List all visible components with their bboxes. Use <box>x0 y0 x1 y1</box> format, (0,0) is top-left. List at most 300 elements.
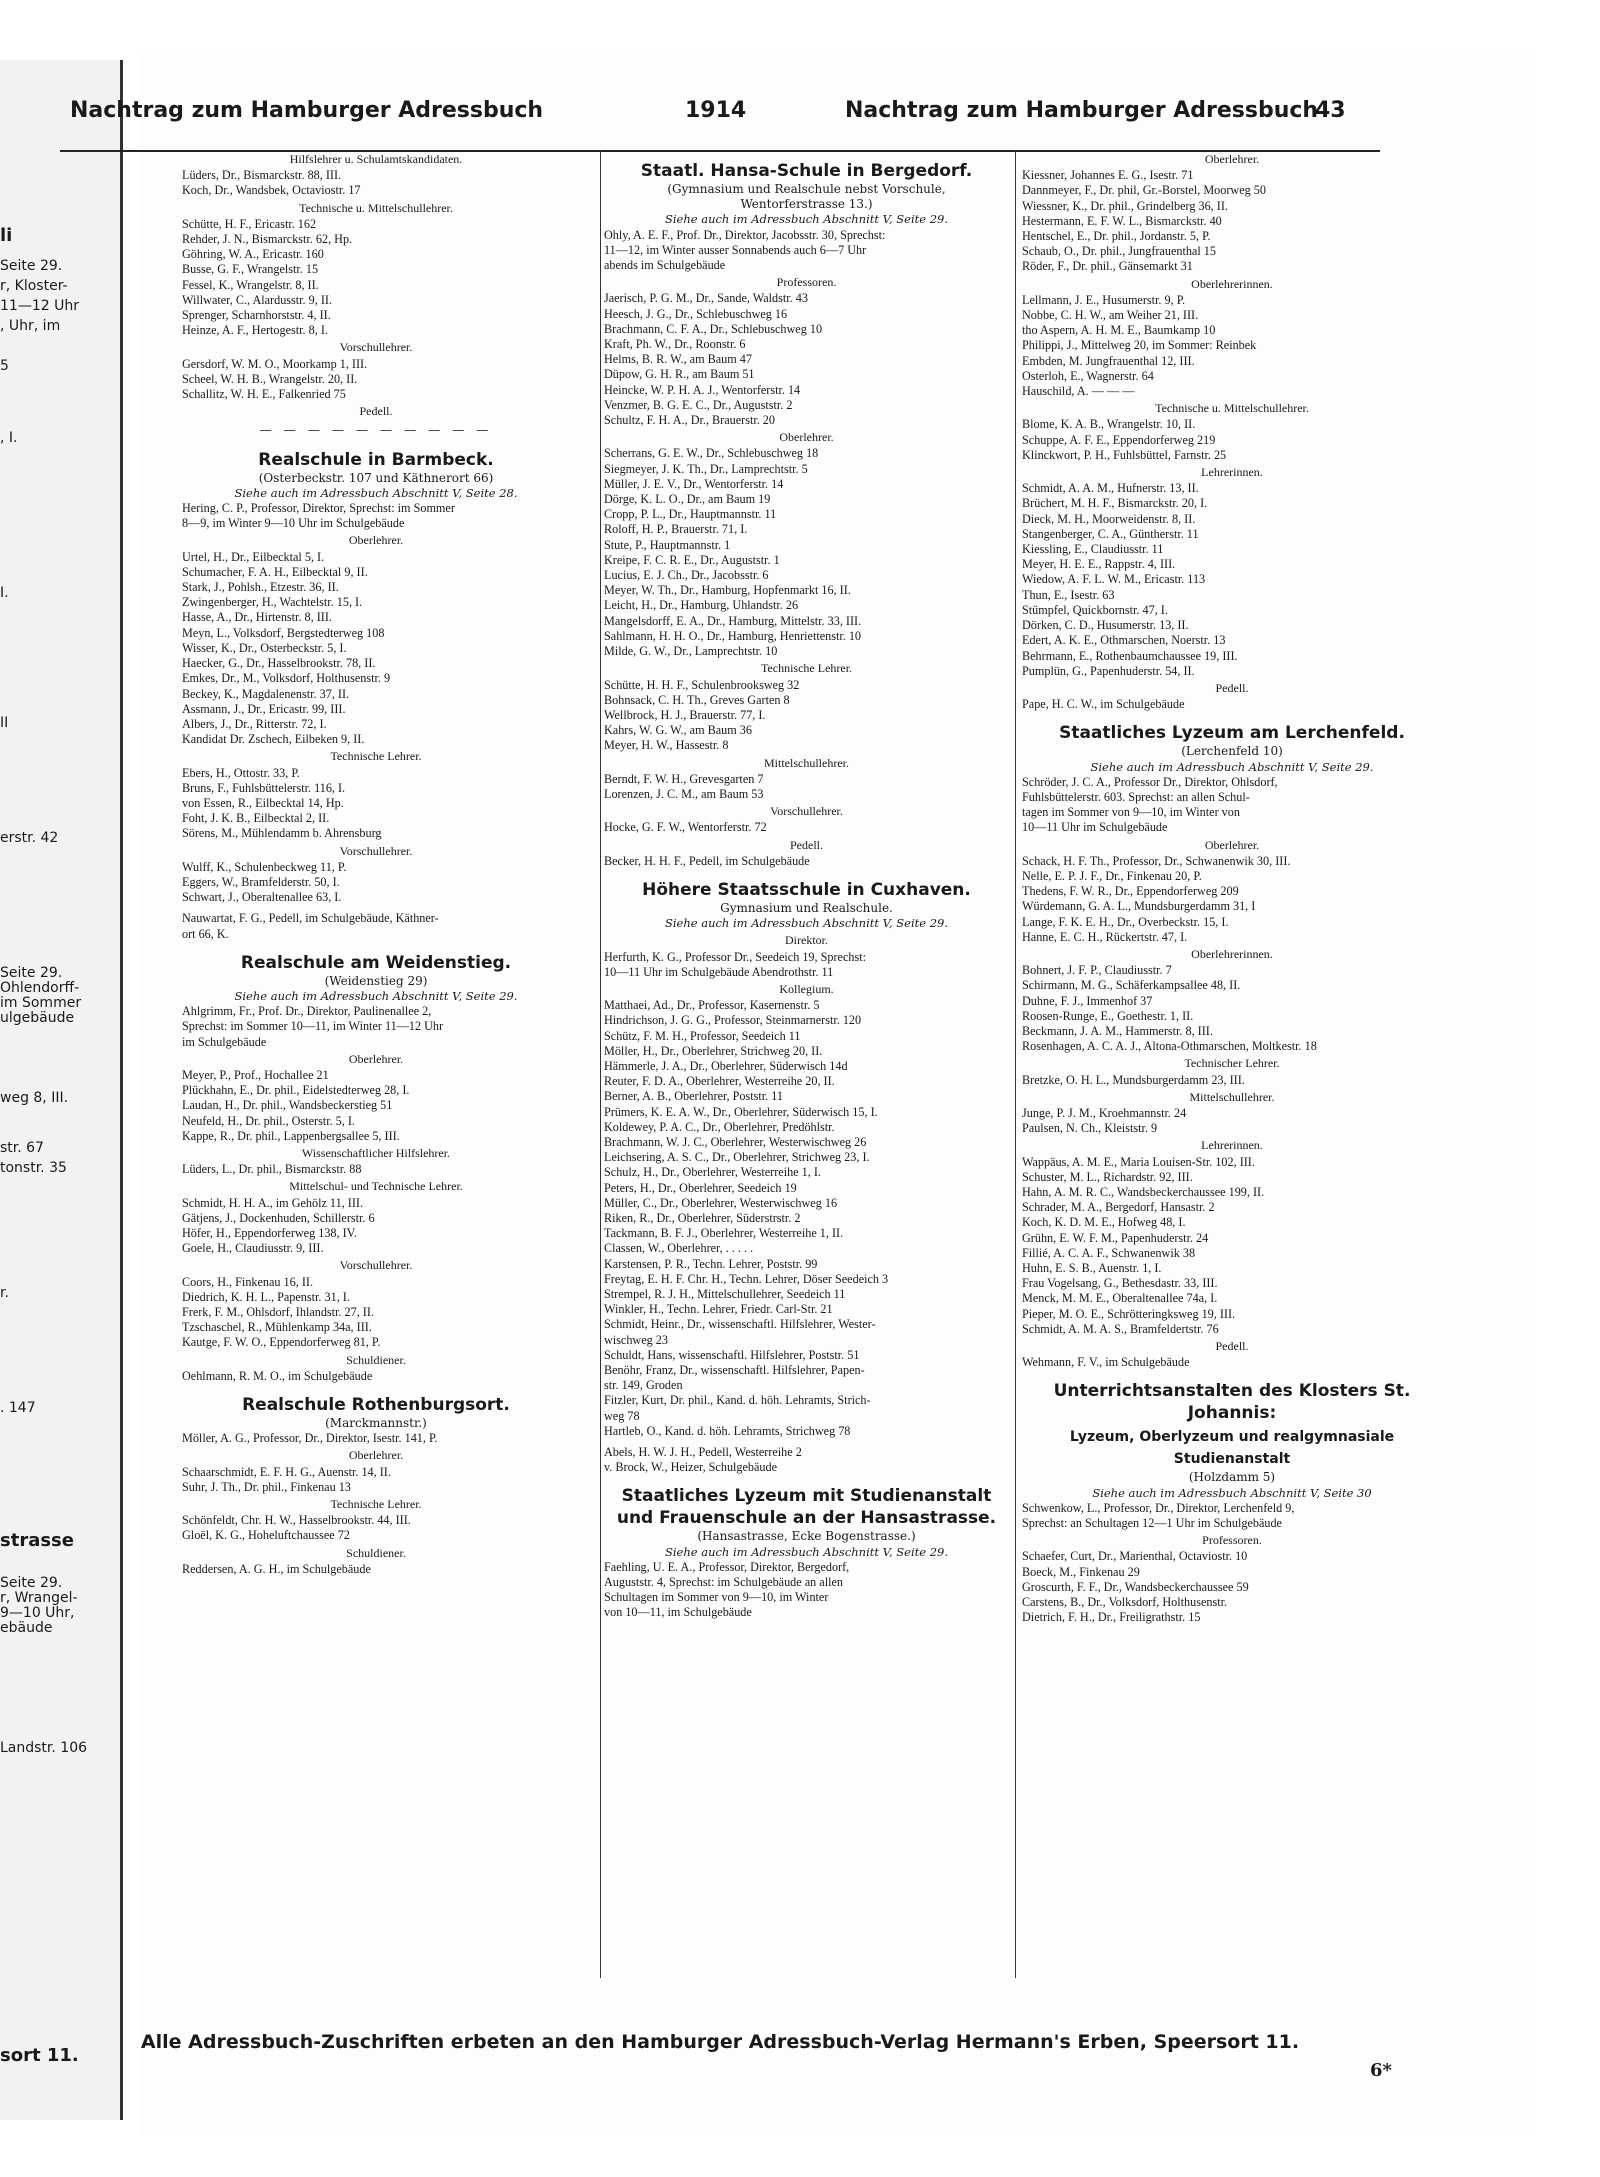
school-address: Wentorferstrasse 13.) <box>740 197 873 212</box>
cross-reference-note: Siehe auch im Adressbuch Abschnitt V, Seite 29. <box>1090 759 1374 774</box>
cross-reference-note: Siehe auch im Adressbuch Abschnitt V, Seite 30 <box>1092 1485 1372 1500</box>
directory-entry: Röder, F., Dr. phil., Gänsemarkt 31 <box>1022 259 1193 274</box>
previous-page-text: , Uhr, im <box>0 318 61 334</box>
directory-entry: Frau Vogelsang, G., Bethesdastr. 33, III. <box>1022 1276 1218 1291</box>
directory-entry: Meyer, P., Prof., Hochallee 21 <box>182 1067 329 1082</box>
section-subheading: Vorschullehrer. <box>339 340 413 355</box>
school-address: (Marckmannstr.) <box>325 1416 427 1431</box>
previous-page-text: Seite 29. <box>0 258 63 274</box>
directory-entry: Fuhlsbüttelerstr. 603. Sprechst: an allen Schul- <box>1022 789 1250 804</box>
directory-entry: Behrmann, E., Rothenbaumchaussee 19, III. <box>1022 648 1238 663</box>
previous-page-text: , I. <box>0 430 18 446</box>
directory-entry: Dietrich, F. H., Dr., Freiligrathstr. 15 <box>1022 1610 1201 1625</box>
cross-reference-note: Siehe auch im Adressbuch Abschnitt V, Seite 29. <box>664 212 948 227</box>
column-left <box>182 150 570 1577</box>
directory-entry: Menck, M. M. E., Oberaltenallee 74a, I. <box>1022 1291 1218 1306</box>
previous-page-text: I. <box>0 585 9 601</box>
previous-page-text: 5 <box>0 358 9 374</box>
directory-entry: Freytag, E. H. F. Chr. H., Techn. Lehrer, Döser Seedeich 3 <box>604 1271 889 1286</box>
directory-entry: Möller, H., Dr., Oberlehrer, Strichweg 20, II. <box>604 1043 823 1058</box>
directory-entry: Wulff, K., Schulenbeckweg 11, P. <box>182 859 347 874</box>
directory-entry: Düpow, G. H. R., am Baum 51 <box>604 367 755 382</box>
directory-entry: tho Aspern, A. H. M. E., Baumkamp 10 <box>1022 323 1216 338</box>
directory-entry: Hestermann, E. F. W. L., Bismarckstr. 40 <box>1022 213 1222 228</box>
cross-reference-note: Siehe auch im Adressbuch Abschnitt V, Seite 29. <box>664 1544 948 1559</box>
directory-entry: Schultz, F. H. A., Dr., Brauerstr. 20 <box>604 413 775 428</box>
directory-entry: Thun, E., Isestr. 63 <box>1022 587 1115 602</box>
school-address: Gymnasium und Realschule. <box>720 900 893 915</box>
directory-entry: Boeck, M., Finkenau 29 <box>1022 1564 1140 1579</box>
section-subheading: Direktor. <box>785 933 828 948</box>
directory-entry: Peters, H., Dr., Oberlehrer, Seedeich 19 <box>604 1180 797 1195</box>
section-subheading: Oberlehrer. <box>348 533 404 548</box>
directory-entry: Hasse, A., Dr., Hirtenstr. 8, III. <box>182 610 332 625</box>
directory-entry: Milde, G. W., Dr., Lamprechtstr. 10 <box>604 644 778 659</box>
directory-entry: Schönfeldt, Chr. H. W., Hasselbrookstr. 44, III. <box>182 1513 411 1528</box>
directory-entry: Kandidat Dr. Zschech, Eilbeken 9, II. <box>182 732 365 747</box>
page-number: 43 <box>1315 98 1346 123</box>
directory-entry: Auguststr. 4, Sprechst: im Schulgebäude an allen <box>604 1575 843 1590</box>
directory-entry: Schaefer, Curt, Dr., Marienthal, Octaviostr. 10 <box>1022 1549 1248 1564</box>
directory-entry: Kraft, Ph. W., Dr., Roonstr. 6 <box>604 337 746 352</box>
directory-entry: Frerk, F. M., Ohlsdorf, Ihlandstr. 27, II. <box>182 1305 374 1320</box>
directory-entry: von 10—11, im Schulgebäude <box>604 1605 752 1620</box>
directory-entry: Huhn, E. S. B., Auenstr. 1, I. <box>1022 1261 1162 1276</box>
column-divider <box>1015 150 1016 1978</box>
directory-entry: Hocke, G. F. W., Wentorferstr. 72 <box>604 820 767 835</box>
directory-entry: str. 149, Groden <box>604 1378 683 1393</box>
directory-entry: Schultagen im Sommer von 9—10, im Winter <box>604 1590 829 1605</box>
directory-entry: Koch, Dr., Wandsbek, Octaviostr. 17 <box>182 183 361 198</box>
directory-entry: Reuter, F. D. A., Oberlehrer, Westerreihe 20, II. <box>604 1074 835 1089</box>
directory-entry: Schmidt, A. A. M., Hufnerstr. 13, II. <box>1022 481 1199 496</box>
previous-page-text: im Sommer <box>0 995 82 1011</box>
directory-entry: Wiedow, A. F. L. W. M., Ericastr. 113 <box>1022 572 1206 587</box>
directory-entry: Lucius, E. J. Ch., Dr., Jacobsstr. 6 <box>604 568 769 583</box>
section-subheading: Oberlehrer. <box>1204 837 1260 852</box>
directory-entry: Urtel, H., Dr., Eilbecktal 5, I. <box>182 549 325 564</box>
previous-page-text: strasse <box>0 1530 74 1551</box>
directory-entry: Heesch, J. G., Dr., Schlebuschweg 16 <box>604 306 788 321</box>
section-subheading: Lehrerinnen. <box>1201 1138 1263 1153</box>
directory-entry: Rehder, J. N., Bismarckstr. 62, Hp. <box>182 232 353 247</box>
directory-entry: Blome, K. A. B., Wrangelstr. 10, II. <box>1022 417 1196 432</box>
directory-entry: Karstensen, P. R., Techn. Lehrer, Poststr. 99 <box>604 1256 818 1271</box>
directory-entry: Kahrs, W. G. W., am Baum 36 <box>604 723 752 738</box>
directory-entry: Schröder, J. C. A., Professor Dr., Direktor, Ohlsdorf, <box>1022 774 1278 789</box>
directory-entry: Stangenberger, C. A., Güntherstr. 11 <box>1022 526 1199 541</box>
directory-entry: Hindrichson, J. G. G., Professor, Steinmarnerstr. 120 <box>604 1013 862 1028</box>
directory-entry: Kappe, R., Dr. phil., Lappenbergsallee 5, III. <box>182 1128 400 1143</box>
directory-entry: Berner, A. B., Oberlehrer, Poststr. 11 <box>604 1089 783 1104</box>
section-subheading: Oberlehrer. <box>348 1448 404 1463</box>
directory-entry: Eggers, W., Bramfelderstr. 50, I. <box>182 874 340 889</box>
previous-page-text: ebäude <box>0 1620 53 1636</box>
previous-page-text: sort 11. <box>0 2045 79 2066</box>
directory-entry: Assmann, J., Dr., Ericastr. 99, III. <box>182 701 346 716</box>
directory-entry: Diedrich, K. H. L., Papenstr. 31, I. <box>182 1289 350 1304</box>
section-subheading: Oberlehrer. <box>779 430 834 445</box>
directory-entry: Benöhr, Franz, Dr., wissenschaftl. Hilfslehrer, Papen- <box>604 1363 865 1378</box>
directory-entry: Becker, H. H. F., Pedell, im Schulgebäude <box>604 853 810 868</box>
directory-entry: Strempel, R. J. H., Mittelschullehrer, Seedeich 11 <box>604 1287 846 1302</box>
directory-entry: Ebers, H., Ottostr. 33, P. <box>182 765 300 780</box>
directory-entry: Helms, B. R. W., am Baum 47 <box>604 352 752 367</box>
signature-mark: 6* <box>1370 2060 1392 2081</box>
directory-entry: Schack, H. F. Th., Professor, Dr., Schwanenwik 30, III. <box>1022 853 1291 868</box>
header-year: 1914 <box>685 98 747 123</box>
previous-page-text: li <box>0 225 13 246</box>
directory-entry: Müller, C., Dr., Oberlehrer, Westerwischweg 16 <box>604 1195 838 1210</box>
previous-page-text: Seite 29. <box>0 1575 63 1591</box>
directory-entry: Sörens, M., Mühlendamm b. Ahrensburg <box>182 826 382 841</box>
directory-entry: Hartleb, O., Kand. d. höh. Lehramts, Strichweg 78 <box>604 1423 851 1438</box>
directory-entry: Pape, H. C. W., im Schulgebäude <box>1022 697 1185 712</box>
directory-entry: Beckey, K., Magdalenenstr. 37, II. <box>182 686 350 701</box>
directory-entry: Meyer, H. E. E., Rappstr. 4, III. <box>1022 557 1176 572</box>
directory-entry: Hanne, E. C. H., Rückertstr. 47, I. <box>1022 929 1188 944</box>
directory-entry: Wellbrock, H. J., Brauerstr. 77, I. <box>604 707 766 722</box>
directory-entry: Ohly, A. E. F., Prof. Dr., Direktor, Jacobsstr. 30, Sprechst: <box>604 227 886 242</box>
directory-entry: Hahn, A. M. R. C., Wandsbeckerchaussee 199, II. <box>1022 1185 1265 1199</box>
separator-dashes: — — — — — — — — — — <box>259 423 493 438</box>
directory-entry: Schrader, M. A., Bergedorf, Hansastr. 2 <box>1022 1200 1215 1215</box>
directory-entry: Tackmann, B. F. J., Oberlehrer, Westerreihe 1, II. <box>604 1226 844 1241</box>
directory-entry: Lüders, L., Dr. phil., Bismarckstr. 88 <box>182 1162 362 1177</box>
previous-page-text: r, Kloster- <box>0 278 68 294</box>
previous-page-text: weg 8, III. <box>0 1090 69 1106</box>
footer-notice: Alle Adressbuch-Zuschriften erbeten an den Hamburger Adressbuch-Verlag Hermann's Erben, Speersort 11. <box>140 2031 1300 2053</box>
directory-entry: Paulsen, N. Ch., Kleiststr. 9 <box>1022 1121 1158 1136</box>
directory-entry: Zwingenberger, H., Wachtelstr. 15, I. <box>182 595 363 610</box>
directory-entry: Lellmann, J. E., Husumerstr. 9, P. <box>1022 292 1186 307</box>
section-subheading: Oberlehrer. <box>348 1051 404 1066</box>
directory-entry: Scheel, W. H. B., Wrangelstr. 20, II. <box>182 371 358 386</box>
cross-reference-note: Siehe auch im Adressbuch Abschnitt V, Seite 28. <box>234 485 518 500</box>
previous-page-text: str. 67 <box>0 1140 44 1156</box>
directory-entry: Pieper, M. O. E., Schrötteringksweg 19, III. <box>1022 1306 1236 1321</box>
section-subheading: Professoren. <box>1202 1533 1262 1548</box>
directory-entry: Bohnsack, C. H. Th., Greves Garten 8 <box>604 692 790 707</box>
previous-page-text: erstr. 42 <box>0 830 59 846</box>
directory-entry: abends im Schulgebäude <box>604 258 726 273</box>
directory-entry: Oehlmann, R. M. O., im Schulgebäude <box>182 1368 373 1383</box>
directory-entry: Gätjens, J., Dockenhuden, Schillerstr. 6 <box>182 1210 375 1225</box>
directory-entry: Foht, J. K. B., Eilbecktal 2, II. <box>182 811 330 826</box>
directory-entry: Laudan, H., Dr. phil., Wandsbeckerstieg 51 <box>182 1098 393 1113</box>
school-address: (Weidenstieg 29) <box>324 973 428 988</box>
directory-entry: Kiessner, Johannes E. G., Isestr. 71 <box>1022 168 1194 183</box>
directory-entry: Heinze, A. F., Hertogestr. 8, I. <box>182 323 328 338</box>
directory-entry: Bretzke, O. H. L., Mundsburgerdamm 23, III. <box>1022 1072 1245 1087</box>
school-address: (Lerchenfeld 10) <box>1181 744 1283 759</box>
directory-entry: Winkler, H., Techn. Lehrer, Friedr. Carl-Str. 21 <box>604 1302 833 1317</box>
school-heading: Höhere Staatsschule in Cuxhaven. <box>642 879 971 900</box>
directory-entry: weg 78 <box>604 1408 640 1423</box>
directory-entry: Siegmeyer, J. K. Th., Dr., Lamprechtstr. 5 <box>604 461 808 476</box>
directory-entry: Schallitz, W. H. E., Falkenried 75 <box>182 387 346 402</box>
directory-entry: Kreipe, F. C. R. E., Dr., Auguststr. 1 <box>604 552 780 567</box>
directory-entry: Brachmann, C. F. A., Dr., Schlebuschweg 10 <box>604 321 823 336</box>
directory-entry: Lüders, Dr., Bismarckstr. 88, III. <box>182 168 342 183</box>
directory-entry: Schütte, H. F., Ericastr. 162 <box>182 216 317 231</box>
directory-entry: Suhr, J. Th., Dr. phil., Finkenau 13 <box>182 1479 351 1494</box>
school-heading: Staatliches Lyzeum am Lerchenfeld. <box>1059 723 1405 744</box>
school-heading: Realschule in Barmbeck. <box>258 449 494 470</box>
directory-entry: Hentschel, E., Dr. phil., Jordanstr. 5, P. <box>1022 229 1211 244</box>
section-subheading: Pedell. <box>790 837 823 852</box>
directory-entry: Busse, G. F., Wrangelstr. 15 <box>182 262 319 277</box>
directory-entry: Brüchert, M. H. F., Bismarckstr. 20, I. <box>1022 496 1208 511</box>
directory-entry: wischweg 23 <box>604 1332 668 1347</box>
page-header <box>60 90 1380 152</box>
directory-entry: Hering, C. P., Professor, Direktor, Sprechst: im Sommer <box>182 501 455 516</box>
directory-entry: Dannmeyer, F., Dr. phil, Gr.-Borstel, Moorweg 50 <box>1022 183 1266 198</box>
directory-entry: Bohnert, J. F. P., Claudiusstr. 7 <box>1022 963 1172 978</box>
directory-entry: Herfurth, K. G., Professor Dr., Seedeich 19, Sprechst: <box>604 949 866 964</box>
directory-entry: Sprenger, Scharnhorststr. 4, II. <box>182 308 331 323</box>
directory-entry: Kautge, F. W. O., Eppendorferweg 81, P. <box>182 1335 381 1350</box>
column-middle <box>604 150 1009 1621</box>
directory-entry: Meyer, H. W., Hassestr. 8 <box>604 738 729 753</box>
school-address: (Osterbeckstr. 107 und Käthnerort 66) <box>258 470 494 485</box>
directory-entry: Jaerisch, P. G. M., Dr., Sande, Waldstr. 43 <box>604 291 808 306</box>
section-subheading: Wissenschaftlicher Hilfslehrer. <box>301 1145 451 1160</box>
previous-page-text: ulgebäude <box>0 1010 75 1026</box>
directory-entry: Cropp, P. L., Dr., Hauptmannstr. 11 <box>604 507 777 522</box>
school-heading: Staatl. Hansa-Schule in Bergedorf. <box>640 161 973 181</box>
previous-page-text: tonstr. 35 <box>0 1160 67 1176</box>
section-subheading: Technische u. Mittelschullehrer. <box>299 200 453 215</box>
directory-entry: Berndt, F. W. H., Grevesgarten 7 <box>604 771 764 786</box>
directory-entry: Wappäus, A. M. E., Maria Louisen-Str. 102, III. <box>1022 1154 1255 1169</box>
directory-entry: Müller, J. E. V., Dr., Wentorferstr. 14 <box>604 476 784 491</box>
previous-page-text: Landstr. 106 <box>0 1740 88 1756</box>
section-subheading: Technische Lehrer. <box>760 661 853 676</box>
directory-entry: Osterloh, E., Wagnerstr. 64 <box>1022 368 1154 383</box>
directory-entry: Prümers, K. E. A. W., Dr., Oberlehrer, Süderwisch 15, I. <box>604 1104 878 1119</box>
directory-entry: Neufeld, H., Dr. phil., Osterstr. 5, I. <box>182 1113 355 1128</box>
directory-entry: Kiessling, E., Claudiusstr. 11 <box>1022 542 1164 557</box>
directory-entry: Emkes, Dr., M., Volksdorf, Holthusenstr. 9 <box>182 671 391 686</box>
directory-entry: Beckmann, J. A. M., Hammerstr. 8, III. <box>1022 1023 1213 1038</box>
directory-entry: Roloff, H. P., Brauerstr. 71, I. <box>604 522 748 537</box>
school-heading: Unterrichtsanstalten des Klosters St. Johannis: <box>1053 1381 1411 1424</box>
directory-entry: Haecker, G., Dr., Hasselbrookstr. 78, II. <box>182 656 376 671</box>
previous-page-text: . 147 <box>0 1400 36 1416</box>
directory-entry: Willwater, C., Alardusstr. 9, II. <box>182 292 332 307</box>
directory-entry: Albers, J., Dr., Ritterstr. 72, I. <box>182 716 327 731</box>
directory-entry: v. Brock, W., Heizer, Schulgebäude <box>604 1460 778 1475</box>
directory-entry: Schwenkow, L., Professor, Dr., Direktor, Lerchenfeld 9, <box>1022 1500 1295 1515</box>
directory-entry: Schuppe, A. F. E., Eppendorferweg 219 <box>1022 432 1216 447</box>
directory-entry: Schulz, H., Dr., Oberlehrer, Westerreihe 1, I. <box>604 1165 821 1180</box>
directory-entry: Fitzler, Kurt, Dr. phil., Kand. d. höh. Lehramts, Strich- <box>604 1393 871 1408</box>
section-subheading: Mittelschullehrer. <box>1189 1089 1275 1104</box>
directory-entry: Wehmann, F. V., im Schulgebäude <box>1022 1355 1190 1370</box>
directory-entry: 8—9, im Winter 9—10 Uhr im Schulgebäude <box>182 516 405 531</box>
previous-page-text: 9—10 Uhr, <box>0 1605 75 1621</box>
section-subheading: Technischer Lehrer. <box>1184 1056 1280 1071</box>
directory-entry: Mangelsdorff, E. A., Dr., Hamburg, Mittelstr. 33, III. <box>604 613 862 628</box>
section-subheading: Mittelschul- und Technische Lehrer. <box>289 1179 463 1194</box>
directory-entry: Reddersen, A. G. H., im Schulgebäude <box>182 1561 371 1576</box>
section-subheading: Oberlehrer. <box>1204 152 1260 166</box>
directory-entry: Schwart, J., Oberaltenallee 63, I. <box>182 890 342 905</box>
directory-entry: im Schulgebäude <box>182 1034 267 1049</box>
section-subheading: Professoren. <box>776 275 837 290</box>
section-subheading: Pedell. <box>359 404 393 419</box>
school-address: (Gymnasium und Realschule nebst Vorschule, <box>667 182 946 196</box>
directory-entry: ort 66, K. <box>182 926 229 941</box>
previous-page-text: Seite 29. <box>0 965 63 981</box>
directory-entry: Schmidt, Heinr., Dr., wissenschaftl. Hilfslehrer, Wester- <box>604 1317 876 1332</box>
directory-entry: Leicht, H., Dr., Hamburg, Uhlandstr. 26 <box>604 598 799 613</box>
directory-entry: Plückhahn, E., Dr. phil., Eidelstedterweg 28, I. <box>182 1083 410 1098</box>
directory-entry: Scherrans, G. E. W., Dr., Schlebuschweg 18 <box>604 446 819 461</box>
directory-entry: Coors, H., Finkenau 16, II. <box>182 1274 314 1289</box>
previous-page-text: r. <box>0 1285 9 1301</box>
school-heading: Realschule Rothenburgsort. <box>242 1395 510 1416</box>
directory-entry: Höfer, H., Eppendorferweg 138, IV. <box>182 1226 357 1240</box>
directory-entry: Nobbe, C. H. W., am Weiher 21, III. <box>1022 308 1199 323</box>
directory-entry: Dörge, K. L. O., Dr., am Baum 19 <box>604 492 771 507</box>
section-subheading: Kollegium. <box>779 981 834 996</box>
directory-entry: Wisser, K., Dr., Osterbeckstr. 5, I. <box>182 640 347 655</box>
directory-entry: Schuldt, Hans, wissenschaftl. Hilfslehrer, Poststr. 51 <box>604 1347 860 1362</box>
section-subheading: Oberlehrerinnen. <box>1191 276 1273 291</box>
directory-entry: Thedens, F. W. R., Dr., Eppendorferweg 209 <box>1022 884 1239 899</box>
directory-entry: Sprechst: an Schultagen 12—1 Uhr im Schulgebäude <box>1022 1516 1282 1531</box>
section-subheading: Pedell. <box>1215 1339 1249 1354</box>
section-subheading: Technische u. Mittelschullehrer. <box>1155 401 1309 416</box>
directory-entry: von Essen, R., Eilbecktal 14, Hp. <box>182 795 344 810</box>
directory-entry: Rosenhagen, A. C. A. J., Altona-Othmarschen, Moltkestr. 18 <box>1022 1039 1317 1054</box>
directory-entry: Wiessner, K., Dr. phil., Grindelberg 36, II. <box>1022 198 1228 213</box>
directory-entry: Schmidt, H. H. A., im Gehölz 11, III. <box>182 1195 363 1210</box>
directory-entry: Dieck, M. H., Moorweidenstr. 8, II. <box>1022 511 1196 526</box>
directory-entry: Koldewey, P. A. C., Dr., Oberlehrer, Predöhlstr. <box>604 1119 835 1134</box>
section-subheading: Schuldiener. <box>346 1352 406 1367</box>
directory-entry: Hämmerle, J. A., Dr., Oberlehrer, Süderwisch 14d <box>604 1058 848 1073</box>
directory-entry: Heincke, W. P. H. A. J., Wentorferstr. 14 <box>604 382 801 397</box>
directory-entry: Möller, A. G., Professor, Dr., Direktor, Isestr. 141, P. <box>182 1431 438 1446</box>
directory-entry: Nauwartat, F. G., Pedell, im Schulgebäude, Käthner- <box>182 911 439 926</box>
directory-entry: Meyer, W. Th., Dr., Hamburg, Hopfenmarkt 16, II. <box>604 583 851 598</box>
section-subheading: Schuldiener. <box>346 1545 406 1560</box>
previous-page-text: II <box>0 715 9 731</box>
school-heading: Realschule am Weidenstieg. <box>240 952 512 973</box>
section-subheading: Pedell. <box>1215 680 1249 695</box>
directory-entry: Sprechst: im Sommer 10—11, im Winter 11—12 Uhr <box>182 1019 444 1034</box>
directory-entry: Goele, H., Claudiusstr. 9, III. <box>182 1241 324 1256</box>
directory-entry: Schütz, F. M. H., Professor, Seedeich 11 <box>604 1028 801 1043</box>
directory-entry: Sahlmann, H. H. O., Dr., Hamburg, Henriettenstr. 10 <box>604 628 862 643</box>
directory-entry: Koch, K. D. M. E., Hofweg 48, I. <box>1022 1215 1186 1230</box>
directory-entry: Klinckwort, P. H., Fuhlsbüttel, Farnstr. 25 <box>1022 447 1227 462</box>
directory-entry: Ahlgrimm, Fr., Prof. Dr., Direktor, Paulinenallee 2, <box>182 1004 432 1019</box>
directory-entry: Lorenzen, J. C. M., am Baum 53 <box>604 786 764 801</box>
cross-reference-note: Siehe auch im Adressbuch Abschnitt V, Seite 29. <box>664 916 948 931</box>
directory-entry: Hauschild, A. — — — <box>1022 384 1135 399</box>
header-right-title: Nachtrag zum Hamburger Adressbuch <box>845 98 1319 123</box>
previous-page-text: Ohlendorff- <box>0 980 80 996</box>
directory-entry: Würdemann, G. A. L., Mundsburgerdamm 31, I <box>1022 899 1256 914</box>
directory-entry: Schütte, H. H. F., Schulenbrooksweg 32 <box>604 677 800 692</box>
column-right <box>1022 150 1442 1625</box>
section-subheading: Mittelschullehrer. <box>764 755 849 770</box>
directory-entry: Fillié, A. C. A. F., Schwanenwik 38 <box>1022 1245 1196 1260</box>
directory-entry: Grühn, E. W. F. M., Papenhuderstr. 24 <box>1022 1230 1209 1245</box>
directory-entry: Schaarschmidt, E. F. H. G., Auenstr. 14, II. <box>182 1464 391 1479</box>
directory-entry: Göhring, W. A., Ericastr. 160 <box>182 247 324 262</box>
directory-entry: Duhne, F. J., Immenhof 37 <box>1022 993 1153 1008</box>
school-address: (Holzdamm 5) <box>1188 1470 1276 1485</box>
previous-page-text: 11—12 Uhr <box>0 298 79 314</box>
directory-entry: Leichsering, A. S. C., Dr., Oberlehrer, Strichweg 23, I. <box>604 1150 870 1165</box>
directory-entry: Schuster, M. L., Richardstr. 92, III. <box>1022 1169 1193 1184</box>
section-subheading: Vorschullehrer. <box>770 804 843 819</box>
directory-entry: Tzschaschel, R., Mühlenkamp 34a, III. <box>182 1320 372 1335</box>
directory-entry: Riken, R., Dr., Oberlehrer, Süderstrstr. 2 <box>604 1211 801 1225</box>
directory-entry: Stümpfel, Quickbornstr. 47, I. <box>1022 602 1168 617</box>
directory-entry: Philippi, J., Mittelweg 20, im Sommer: Reinbek <box>1022 338 1257 353</box>
directory-entry: 10—11 Uhr im Schulgebäude Abendrothstr. 11 <box>604 964 834 979</box>
section-subheading: Hilfslehrer u. Schulamtskandidaten. <box>289 152 463 166</box>
section-subheading: Technische Lehrer. <box>330 749 422 764</box>
directory-entry: 11—12, im Winter ausser Sonnabends auch 6—7 Uhr <box>604 242 867 257</box>
directory-entry: Brachmann, W. J. C., Oberlehrer, Westerwischweg 26 <box>604 1134 867 1149</box>
directory-entry: Schmidt, A. M. A. S., Bramfeldertstr. 76 <box>1022 1321 1219 1336</box>
directory-entry: Schirmann, M. G., Schäferkampsallee 48, II. <box>1022 978 1241 993</box>
directory-entry: Bruns, F., Fuhlsbüttelerstr. 116, I. <box>182 780 346 795</box>
school-address: (Hansastrasse, Ecke Bogenstrasse.) <box>697 1529 916 1544</box>
section-subheading: Vorschullehrer. <box>339 843 413 858</box>
directory-entry: Edert, A. K. E., Othmarschen, Noerstr. 13 <box>1022 633 1226 648</box>
section-subheading: Technische Lehrer. <box>330 1497 422 1512</box>
directory-entry: Matthaei, Ad., Dr., Professor, Kasernenstr. 5 <box>604 998 820 1013</box>
directory-entry: Meyn, L., Volksdorf, Bergstedterweg 108 <box>182 625 385 640</box>
directory-entry: Venzmer, B. G. E. C., Dr., Auguststr. 2 <box>604 397 793 412</box>
directory-entry: Stark, J., Pohlsh., Etzestr. 36, II. <box>182 580 339 595</box>
school-heading: Staatliches Lyzeum mit Studienanstalt und Frauenschule an der Hansastrasse. <box>616 1486 997 1529</box>
section-subheading: Vorschullehrer. <box>339 1258 413 1273</box>
directory-entry: Roosen-Runge, E., Goethestr. 1, II. <box>1022 1008 1194 1023</box>
directory-entry: Nelle, E. P. J. F., Dr., Finkenau 20, P. <box>1022 868 1202 883</box>
directory-entry: 10—11 Uhr im Schulgebäude <box>1022 820 1168 835</box>
directory-entry: Gloël, K. G., Hoheluftchaussee 72 <box>182 1528 350 1543</box>
section-subheading: Lehrerinnen. <box>1201 465 1263 480</box>
school-subheading: Lyzeum, Oberlyzeum und realgymnasiale Studienanstalt <box>1069 1429 1395 1468</box>
directory-entry: Junge, P. J. M., Kroehmannstr. 24 <box>1022 1105 1187 1120</box>
directory-entry: Dörken, C. D., Husumerstr. 13, II. <box>1022 618 1189 633</box>
directory-entry: Carstens, B., Dr., Volksdorf, Holthusenstr. <box>1022 1595 1228 1610</box>
directory-entry: tagen im Sommer von 9—10, im Winter von <box>1022 805 1240 820</box>
directory-entry: Groscurth, F. F., Dr., Wandsbeckerchaussee 59 <box>1022 1579 1249 1594</box>
directory-entry: Stute, P., Hauptmannstr. 1 <box>604 537 731 552</box>
directory-entry: Lange, F. K. E. H., Dr., Overbeckstr. 15, I. <box>1022 914 1229 929</box>
directory-entry: Faehling, U. E. A., Professor, Direktor, Bergedorf, <box>604 1559 850 1574</box>
directory-entry: Schaub, O., Dr. phil., Jungfrauenthal 15 <box>1022 244 1216 259</box>
section-subheading: Oberlehrerinnen. <box>1191 946 1273 961</box>
cross-reference-note: Siehe auch im Adressbuch Abschnitt V, Seite 29. <box>234 988 518 1003</box>
header-left-title: Nachtrag zum Hamburger Adressbuch <box>70 98 544 123</box>
directory-entry: Abels, H. W. J. H., Pedell, Westerreihe 2 <box>604 1445 802 1460</box>
directory-entry: Schumacher, F. A. H., Eilbecktal 9, II. <box>182 564 368 579</box>
directory-entry: Pumplün, G., Papenhuderstr. 54, II. <box>1022 663 1195 678</box>
column-divider <box>600 150 601 1978</box>
previous-page-text: r, Wrangel- <box>0 1590 78 1606</box>
